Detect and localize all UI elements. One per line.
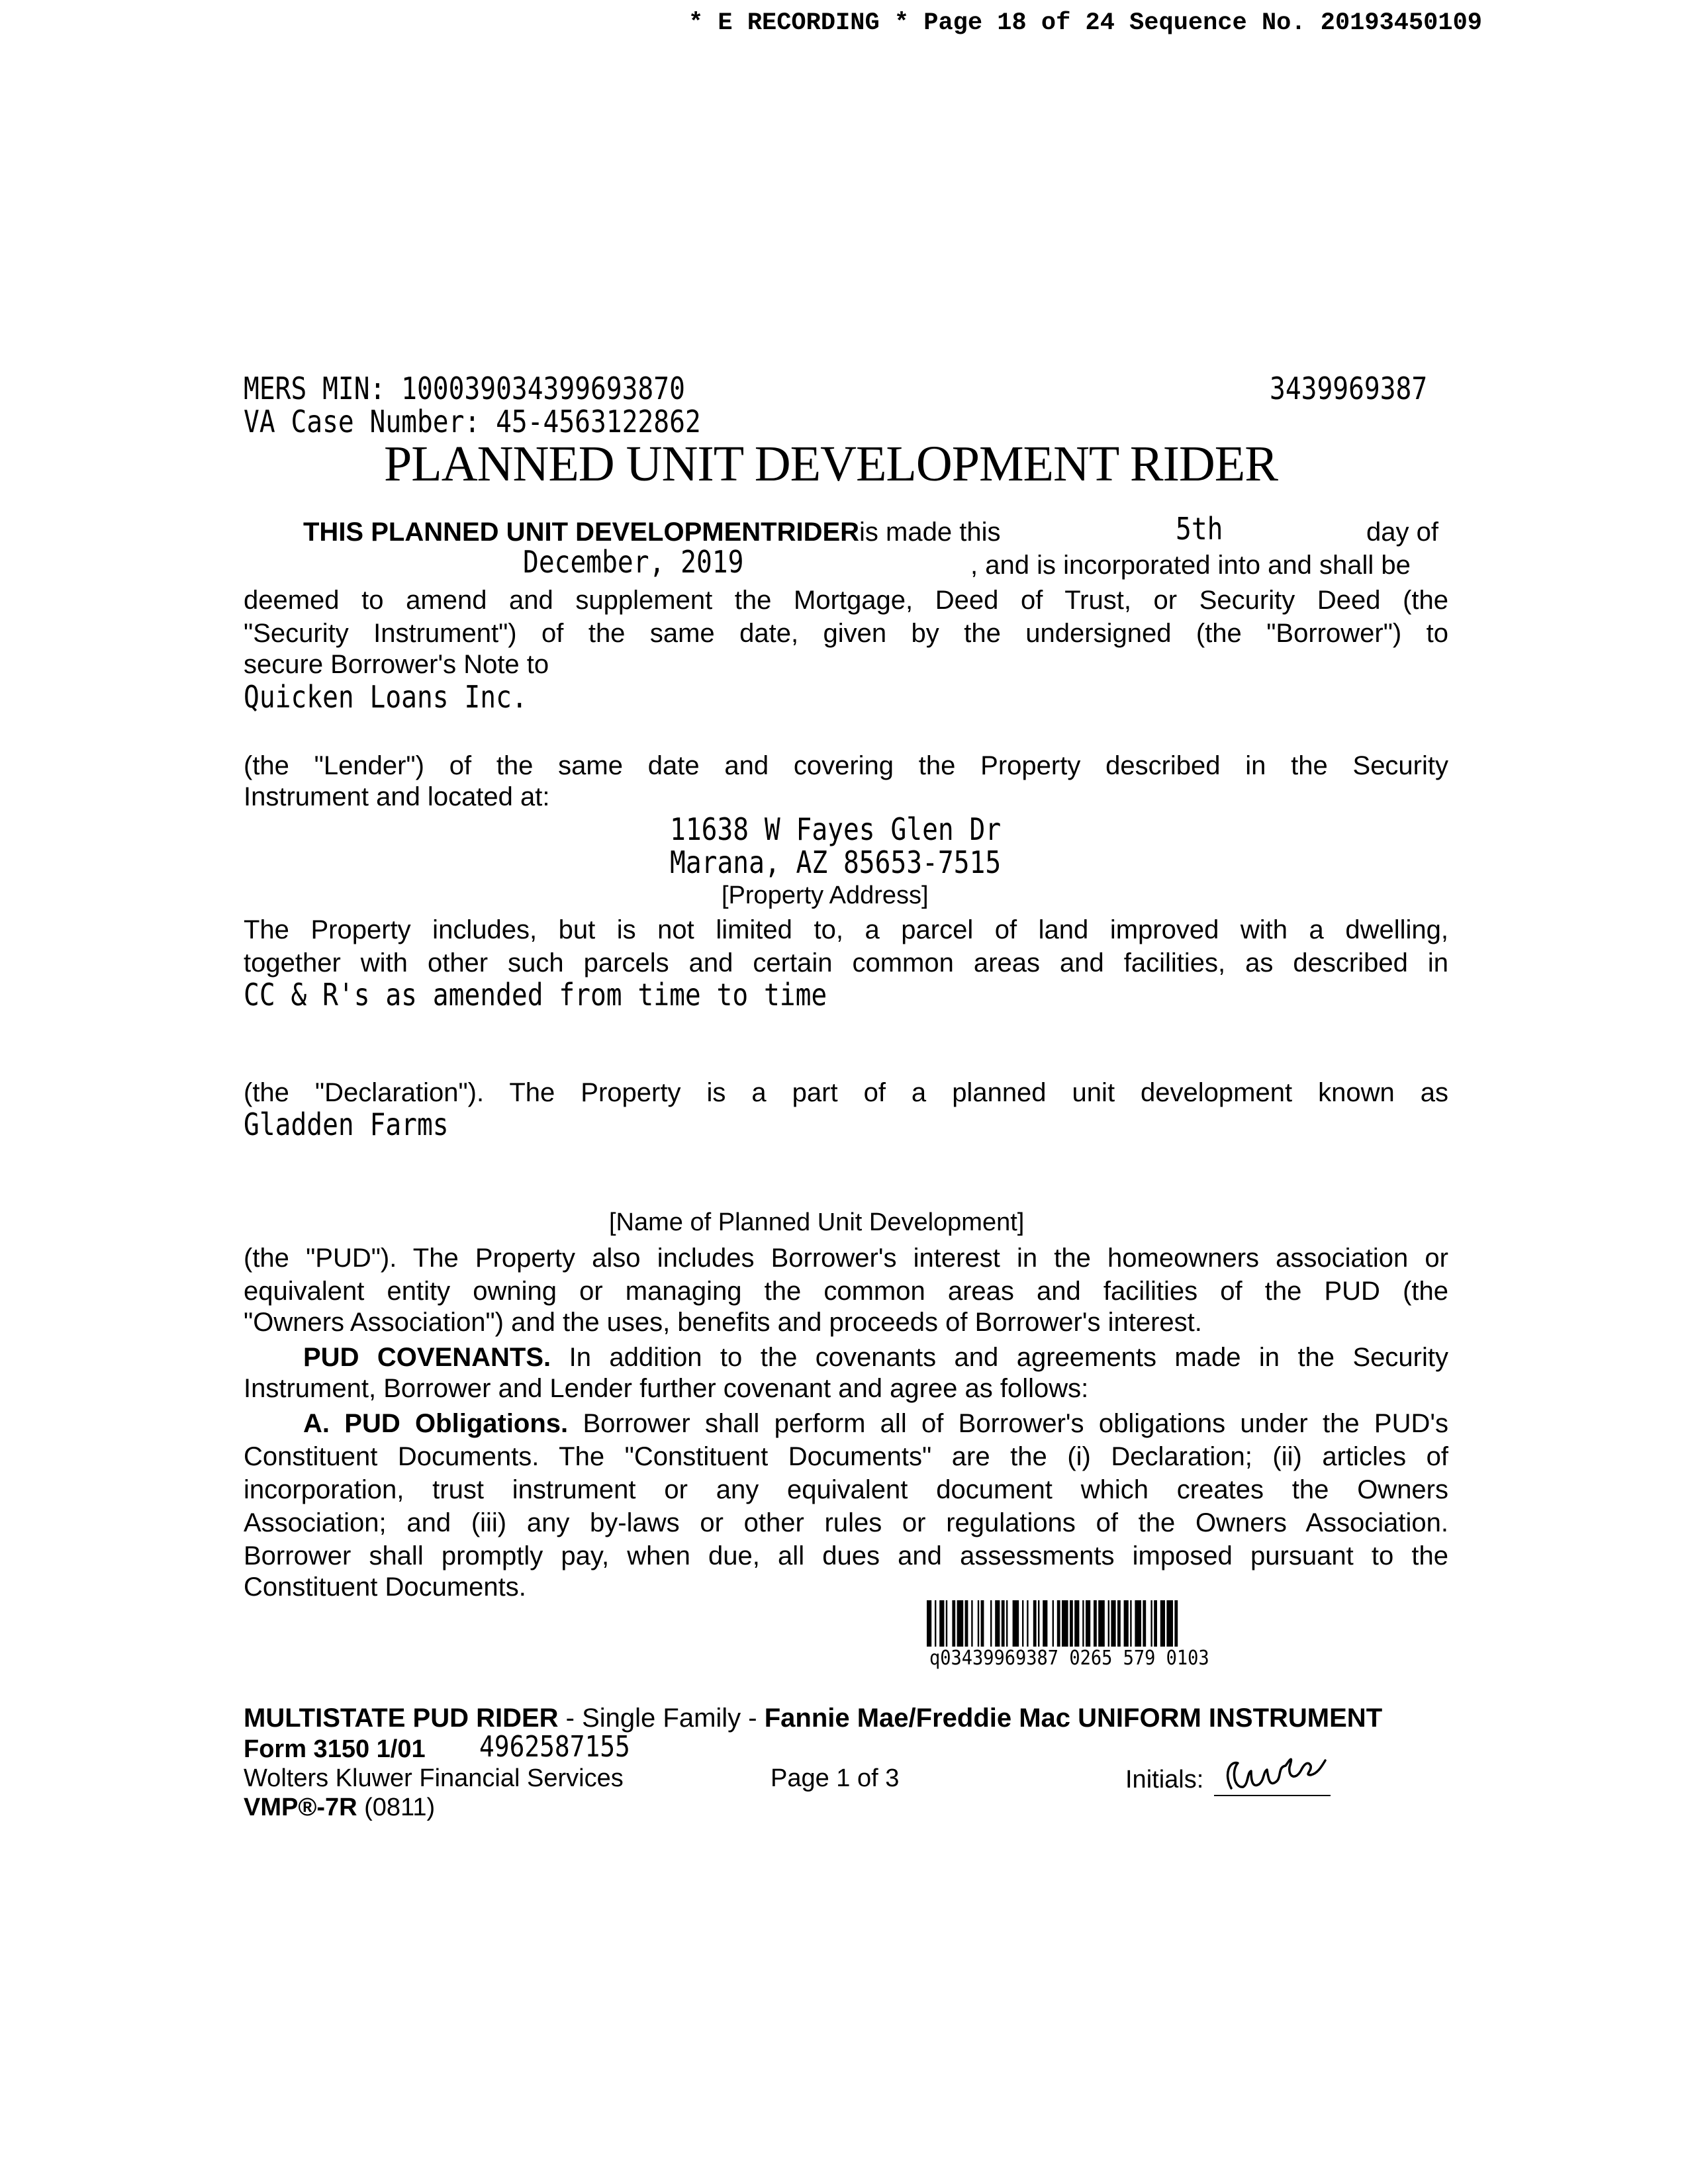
- pud-para-line-2: equivalent entity owning or managing the common areas and facilities of the PUD (the: [244, 1277, 1448, 1306]
- obligations-heading: A. PUD Obligations.: [303, 1409, 569, 1438]
- property-address-label: [Property Address]: [722, 882, 929, 909]
- footer-form-number: 4962587155: [479, 1730, 630, 1764]
- mers-min: MERS MIN: 100039034399693870: [244, 371, 685, 406]
- property-desc-line-1: The Property includes, but is not limited to, a parcel of land improved with a dwelling,: [244, 915, 1448, 944]
- intro-lead-bold: THIS PLANNED UNIT DEVELOPMENTRIDER: [303, 518, 860, 547]
- va-case-number: VA Case Number: 45-4563122862: [244, 404, 701, 439]
- covenants-line-1-rest: In addition to the covenants and agreements made in the Security: [569, 1343, 1448, 1372]
- obligations-line-4: Association; and (iii) any by-laws or other rules or regulations of the Owners Association.: [244, 1508, 1448, 1537]
- footer-form: Form 3150 1/01: [244, 1735, 426, 1763]
- obligations-line-5: Borrower shall promptly pay, when due, all dues and assessments imposed pursuant to the: [244, 1541, 1448, 1570]
- property-city: Marana, AZ 85653-7515: [670, 844, 1002, 880]
- lender-name: Quicken Loans Inc.: [244, 679, 528, 715]
- footer-publisher: Wolters Kluwer Financial Services: [244, 1764, 624, 1792]
- property-street: 11638 W Fayes Glen Dr: [670, 811, 1002, 847]
- footer-vmp-bold: VMP®-7R: [244, 1794, 357, 1821]
- obligations-line-2: Constituent Documents. The "Constituent Documents" are the (i) Declaration; (ii) articles of: [244, 1442, 1448, 1471]
- month-year-value: December, 2019: [523, 544, 744, 580]
- day-value: 5th: [1176, 511, 1223, 547]
- property-desc-line-2: together with other such parcels and certain common areas and facilities, as described in: [244, 948, 1448, 978]
- obligations-line-6: Constituent Documents.: [244, 1572, 526, 1602]
- declaration-value: CC & R's as amended from time to time: [244, 977, 827, 1013]
- footer-vmp: [244, 1794, 435, 1822]
- covenants-heading: PUD COVENANTS.: [303, 1343, 551, 1372]
- incorporated-text: , and is incorporated into and shall be: [970, 551, 1411, 580]
- pud-name-label: [Name of Planned Unit Development]: [609, 1208, 1025, 1236]
- intro-line-4: "Security Instrument") of the same date, given by the undersigned (the "Borrower") to: [244, 619, 1448, 648]
- footer-page: Page 1 of 3: [771, 1764, 900, 1792]
- intro-line-7: Instrument and located at:: [244, 782, 550, 811]
- pud-para-line-3: "Owners Association") and the uses, benefits and proceeds of Borrower's interest.: [244, 1308, 1202, 1337]
- footer-rider-bold: MULTISTATE PUD RIDER: [244, 1704, 559, 1733]
- document-title: PLANNED UNIT DEVELOPMENT RIDER: [384, 436, 1278, 492]
- footer-rider-mid: - Single Family -: [558, 1704, 765, 1733]
- intro-line-3: deemed to amend and supplement the Mortgage, Deed of Trust, or Security Deed (the: [244, 586, 1448, 615]
- barcode-text: q03439969387 0265 579 0103: [929, 1647, 1209, 1670]
- footer-initials-label: Initials:: [1125, 1766, 1204, 1794]
- covenants-line-2: Instrument, Borrower and Lender further covenant and agree as follows:: [244, 1374, 1089, 1403]
- obligations-line-3: incorporation, trust instrument or any equivalent document which creates the Owners: [244, 1475, 1448, 1504]
- loan-number: 3439969387: [1270, 371, 1428, 406]
- intro-lead-rest: is made this: [859, 518, 1001, 547]
- recording-header: * E RECORDING * Page 18 of 24 Sequence No. 20193450109: [688, 9, 1482, 37]
- obligations-line-1: [303, 1407, 1448, 1440]
- footer-rider-line: [244, 1704, 1382, 1733]
- property-desc-line-3: (the "Declaration"). The Property is a part of a planned unit development known as: [244, 1078, 1448, 1107]
- footer-vmp-rest: (0811): [357, 1794, 436, 1821]
- initials-signature: [1211, 1741, 1337, 1807]
- obligations-line-1-rest: Borrower shall perform all of Borrower's obligations under the PUD's: [583, 1409, 1448, 1438]
- intro-line-5: secure Borrower's Note to: [244, 650, 549, 679]
- day-of-label: day of: [1366, 518, 1438, 547]
- barcode-image: [927, 1600, 1403, 1647]
- footer-uniform: Fannie Mae/Freddie Mac UNIFORM INSTRUMENT: [764, 1704, 1383, 1733]
- pud-para-line-1: (the "PUD"). The Property also includes Borrower's interest in the homeowners association or: [244, 1244, 1448, 1273]
- intro-lead: [303, 518, 1000, 547]
- pud-name: Gladden Farms: [244, 1107, 449, 1142]
- intro-line-6: (the "Lender") of the same date and covering the Property described in the Security: [244, 751, 1448, 780]
- covenants-line-1: [303, 1341, 1448, 1374]
